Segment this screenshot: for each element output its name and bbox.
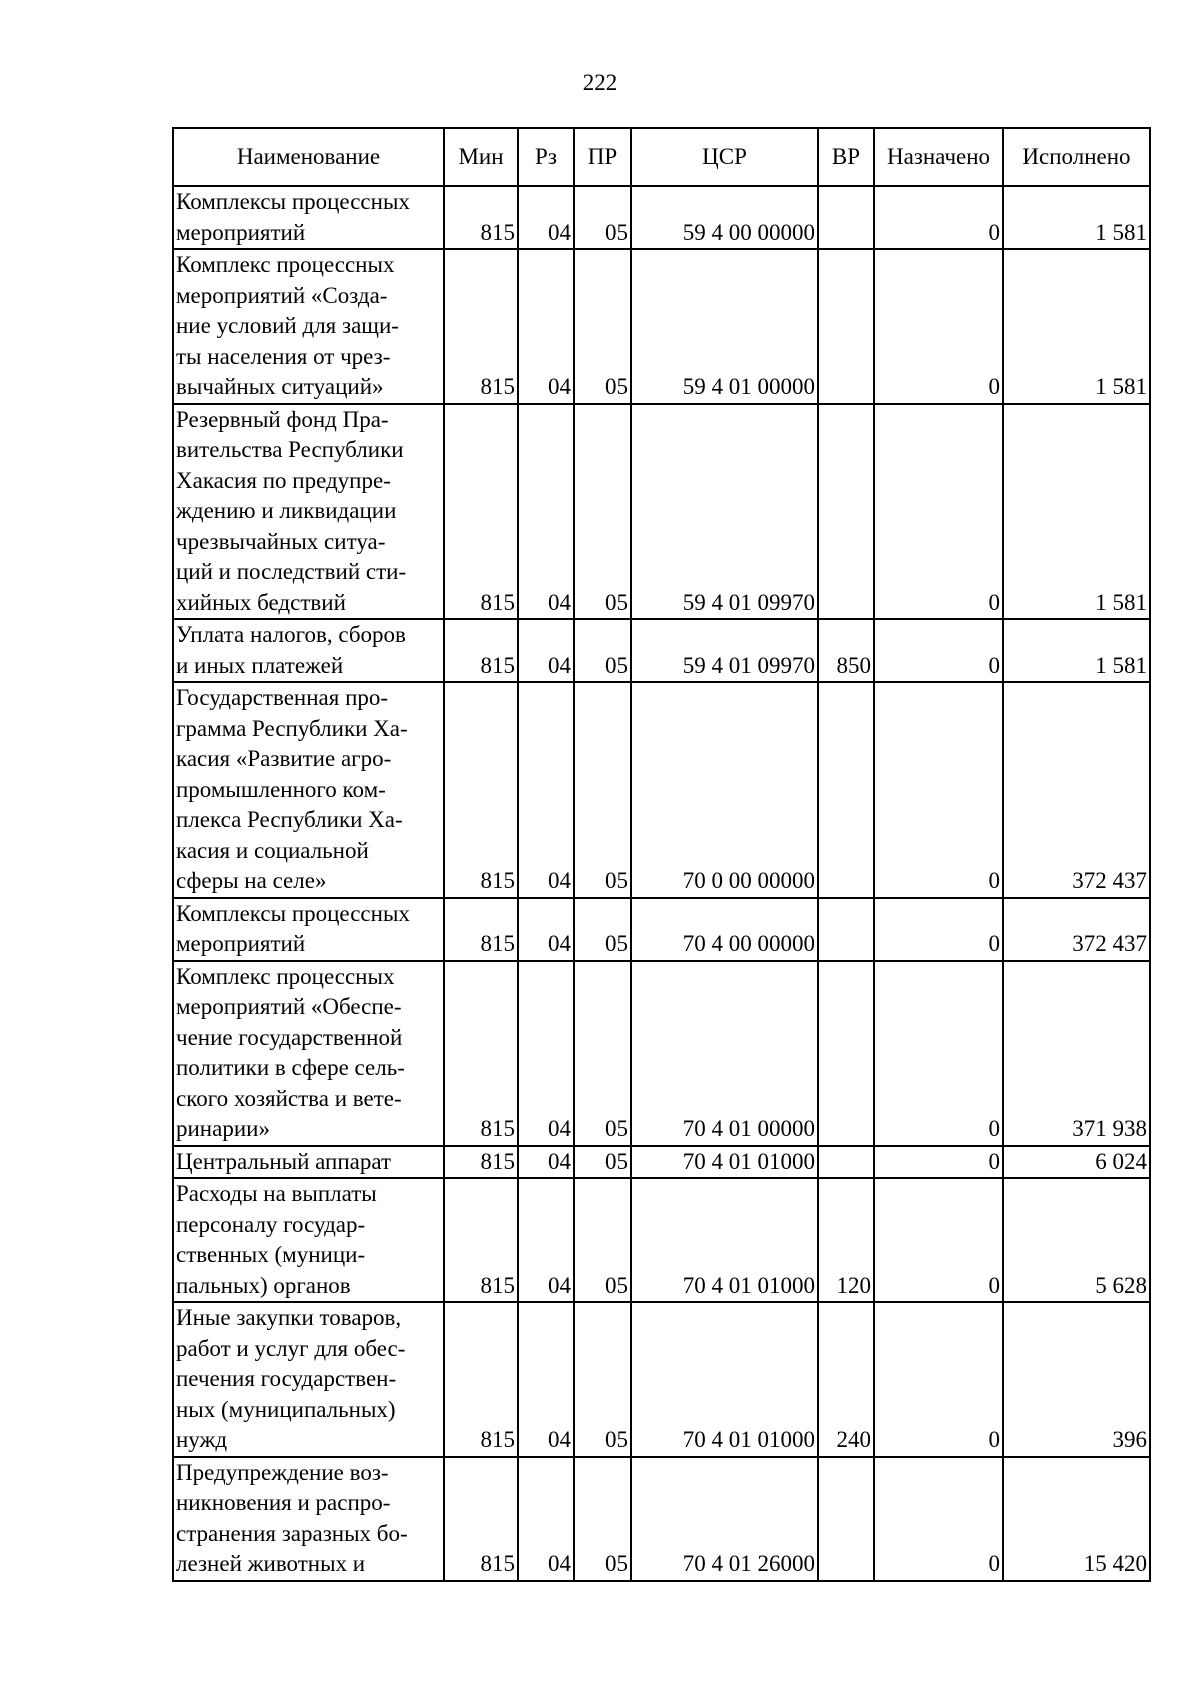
cell-name-line: политики в сфере сель- — [176, 1055, 405, 1080]
cell-assigned: 0 — [874, 682, 1003, 898]
cell-name-line: мероприятий «Обеспе- — [176, 994, 402, 1019]
cell-name-line: ринарии» — [176, 1116, 270, 1141]
cell-rz: 04 — [518, 682, 574, 898]
cell-pr: 05 — [574, 961, 631, 1146]
table-row — [173, 1146, 1150, 1179]
cell-rz: 04 — [518, 1178, 574, 1302]
header-assigned: Назначено — [874, 128, 1003, 186]
cell-executed: 6 024 — [1003, 1146, 1150, 1179]
cell-vr — [818, 404, 874, 620]
cell-csr: 70 4 01 01000 — [631, 1146, 818, 1179]
cell-name-line: Резервный фонд Пра- — [176, 406, 389, 432]
cell-assigned: 0 — [874, 1302, 1003, 1457]
header-rz: Рз — [518, 128, 574, 186]
cell-name-line: нужд — [176, 1427, 228, 1452]
cell-assigned: 0 — [874, 898, 1003, 961]
cell-executed: 396 — [1003, 1302, 1150, 1457]
cell-name-line: Хакасия по предупре- — [176, 467, 391, 493]
cell-vr — [818, 186, 874, 249]
cell-assigned: 0 — [874, 1457, 1003, 1581]
cell-name-line: Государственная про- — [176, 685, 389, 710]
cell-name-line: вычайных ситуаций» — [176, 374, 384, 399]
table-row — [173, 619, 1150, 682]
table-row — [173, 961, 1150, 1146]
cell-rz: 04 — [518, 619, 574, 682]
cell-min: 815 — [444, 1302, 518, 1457]
cell-assigned: 0 — [874, 1146, 1003, 1179]
cell-vr: 240 — [818, 1302, 874, 1457]
cell-name — [173, 186, 444, 249]
cell-name-line: плекса Республики Ха- — [176, 807, 403, 832]
cell-min: 815 — [444, 1457, 518, 1581]
cell-min: 815 — [444, 1178, 518, 1302]
cell-name — [173, 898, 444, 961]
cell-assigned: 0 — [874, 249, 1003, 404]
cell-name — [173, 404, 444, 620]
cell-name-line: никновения и распро- — [176, 1490, 391, 1515]
cell-name-line: ций и последствий сти- — [176, 559, 407, 584]
cell-assigned: 0 — [874, 404, 1003, 620]
cell-name-line: вительства Республики — [176, 437, 404, 462]
cell-rz: 04 — [518, 186, 574, 249]
cell-executed: 372 437 — [1003, 682, 1150, 898]
cell-name-line: лезней животных и — [176, 1551, 366, 1576]
cell-min: 815 — [444, 249, 518, 404]
cell-min: 815 — [444, 404, 518, 620]
cell-executed: 1 581 — [1003, 619, 1150, 682]
table-row — [173, 249, 1150, 404]
cell-executed: 1 581 — [1003, 249, 1150, 404]
cell-rz: 04 — [518, 249, 574, 404]
cell-name-line: чение государственной — [176, 1024, 403, 1050]
cell-assigned: 0 — [874, 619, 1003, 682]
cell-name-line: Иные закупки товаров, — [176, 1305, 402, 1330]
cell-vr — [818, 1146, 874, 1179]
cell-pr: 05 — [574, 1457, 631, 1581]
cell-pr: 05 — [574, 898, 631, 961]
cell-rz: 04 — [518, 1302, 574, 1457]
cell-pr: 05 — [574, 682, 631, 898]
cell-name-line: мероприятий — [176, 219, 306, 245]
cell-csr: 70 0 00 00000 — [631, 682, 818, 898]
cell-pr: 05 — [574, 1178, 631, 1302]
cell-vr: 850 — [818, 619, 874, 682]
cell-csr: 70 4 01 26000 — [631, 1457, 818, 1581]
cell-name-line: ты населения от чрез- — [176, 343, 391, 369]
cell-csr: 59 4 01 09970 — [631, 404, 818, 620]
cell-pr: 05 — [574, 404, 631, 620]
cell-name-line: промышленного ком- — [176, 776, 386, 802]
cell-name-line: печения государствен- — [176, 1366, 397, 1391]
cell-name-line: касия и социальной — [176, 837, 369, 863]
cell-pr: 05 — [574, 186, 631, 249]
table-row — [173, 1178, 1150, 1302]
budget-table — [172, 127, 1151, 1582]
cell-rz: 04 — [518, 1457, 574, 1581]
cell-name-line: Комплексы процессных — [176, 189, 410, 214]
cell-rz: 04 — [518, 1146, 574, 1179]
header-row — [173, 128, 1150, 186]
table-header — [173, 128, 1150, 186]
cell-min: 815 — [444, 1146, 518, 1179]
cell-name-line: персоналу государ- — [176, 1211, 366, 1237]
cell-vr — [818, 898, 874, 961]
cell-executed: 1 581 — [1003, 186, 1150, 249]
cell-csr: 59 4 00 00000 — [631, 186, 818, 249]
cell-vr — [818, 961, 874, 1146]
cell-name-line: работ и услуг для обес- — [176, 1335, 406, 1361]
table-row — [173, 682, 1150, 898]
cell-executed: 5 628 — [1003, 1178, 1150, 1302]
cell-pr: 05 — [574, 619, 631, 682]
cell-csr: 70 4 00 00000 — [631, 898, 818, 961]
cell-name-line: Комплекс процессных — [176, 963, 395, 989]
cell-assigned: 0 — [874, 1178, 1003, 1302]
cell-name-line: и иных платежей — [176, 652, 344, 678]
cell-name — [173, 961, 444, 1146]
cell-name — [173, 1302, 444, 1457]
cell-min: 815 — [444, 898, 518, 961]
cell-name-line: ных (муниципальных) — [176, 1396, 396, 1422]
cell-pr: 05 — [574, 1146, 631, 1179]
cell-executed: 371 938 — [1003, 961, 1150, 1146]
cell-csr: 59 4 01 09970 — [631, 619, 818, 682]
cell-executed: 15 420 — [1003, 1457, 1150, 1581]
cell-vr — [818, 1457, 874, 1581]
cell-name-line: Расходы на выплаты — [176, 1181, 377, 1206]
cell-csr: 70 4 01 01000 — [631, 1302, 818, 1457]
table-row — [173, 404, 1150, 620]
cell-min: 815 — [444, 961, 518, 1146]
table-row — [173, 898, 1150, 961]
cell-vr — [818, 682, 874, 898]
header-min: Мин — [444, 128, 518, 186]
cell-name-line: ждению и ликвидации — [176, 498, 397, 523]
cell-name-line: касия «Развитие агро- — [176, 746, 392, 771]
cell-name-line: Предупреждение воз- — [176, 1459, 389, 1485]
cell-name-line: странения заразных бо- — [176, 1520, 408, 1546]
cell-name-line: чрезвычайных ситуа- — [176, 528, 386, 554]
cell-pr: 05 — [574, 1302, 631, 1457]
cell-name — [173, 1146, 444, 1179]
cell-name-line: грамма Республики Ха- — [176, 715, 408, 741]
cell-name-line: ственных (муници- — [176, 1242, 366, 1267]
header-executed: Исполнено — [1003, 128, 1150, 186]
cell-name — [173, 249, 444, 404]
cell-name — [173, 1457, 444, 1581]
cell-csr: 70 4 01 01000 — [631, 1178, 818, 1302]
cell-name-line: пальных) органов — [176, 1272, 351, 1298]
header-name: Наименование — [173, 128, 444, 186]
cell-min: 815 — [444, 682, 518, 898]
table-row — [173, 1302, 1150, 1457]
cell-pr: 05 — [574, 249, 631, 404]
table-row — [173, 1457, 1150, 1581]
cell-name-line: ского хозяйства и вете- — [176, 1085, 402, 1111]
cell-rz: 04 — [518, 404, 574, 620]
cell-vr: 120 — [818, 1178, 874, 1302]
table-row — [173, 186, 1150, 249]
cell-rz: 04 — [518, 898, 574, 961]
cell-name — [173, 1178, 444, 1302]
cell-name-line: мероприятий — [176, 931, 306, 956]
cell-name-line: Комплекс процессных — [176, 252, 395, 277]
table-body — [173, 186, 1150, 1581]
cell-name — [173, 619, 444, 682]
cell-name-line: Уплата налогов, сборов — [176, 622, 406, 647]
cell-executed: 372 437 — [1003, 898, 1150, 961]
cell-assigned: 0 — [874, 186, 1003, 249]
cell-min: 815 — [444, 619, 518, 682]
cell-min: 815 — [444, 186, 518, 249]
cell-rz: 04 — [518, 961, 574, 1146]
cell-assigned: 0 — [874, 961, 1003, 1146]
header-vr: ВР — [818, 128, 874, 186]
cell-name-line: Центральный аппарат — [176, 1148, 392, 1174]
cell-name-line: сферы на селе» — [176, 868, 327, 893]
cell-name-line: хийных бедствий — [176, 589, 346, 615]
cell-name-line: Комплексы процессных — [176, 900, 410, 926]
cell-csr: 59 4 01 00000 — [631, 249, 818, 404]
header-pr: ПР — [574, 128, 631, 186]
page-number: 222 — [582, 70, 618, 95]
cell-csr: 70 4 01 00000 — [631, 961, 818, 1146]
cell-name-line: мероприятий «Созда- — [176, 282, 388, 308]
header-csr: ЦСР — [631, 128, 818, 186]
cell-executed: 1 581 — [1003, 404, 1150, 620]
cell-vr — [818, 249, 874, 404]
cell-name-line: ние условий для защи- — [176, 313, 399, 338]
cell-name — [173, 682, 444, 898]
